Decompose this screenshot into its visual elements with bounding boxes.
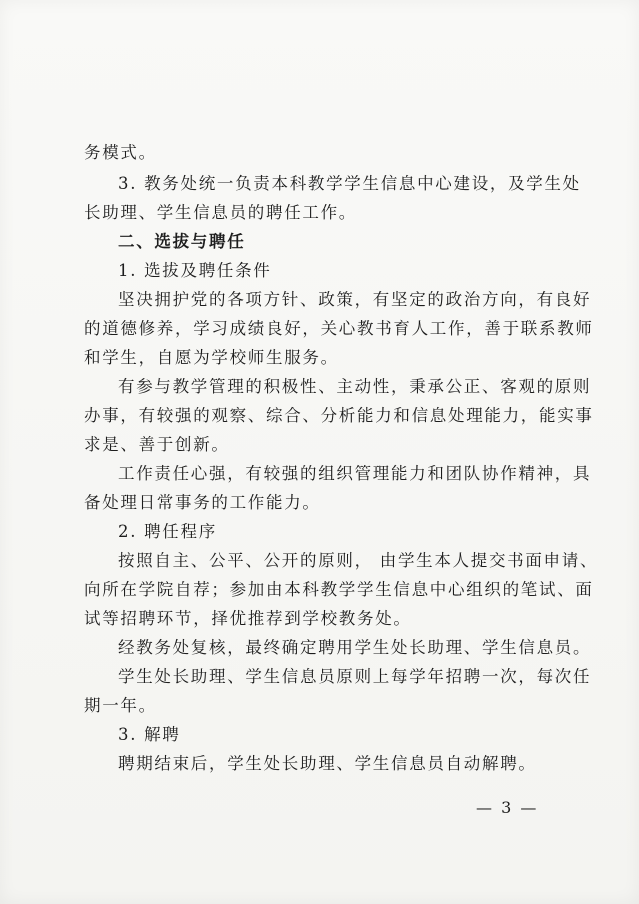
text-line: 按照自主、公平、公开的原则， 由学生本人提交书面申请、 [118, 551, 599, 570]
text-line: 长助理、学生信息员的聘任工作。 [84, 203, 357, 222]
text-line: 有参与教学管理的积极性、主动性，秉承公正、客观的原则 [118, 377, 592, 396]
text-line: 备处理日常事务的工作能力。 [84, 493, 321, 512]
text-line: 求是、善于创新。 [84, 435, 230, 454]
text-line: 的道德修养，学习成绩良好，关心教书育人工作，善于联系教师 [84, 319, 594, 338]
text-line: 期一年。 [84, 696, 157, 715]
text-line: 聘期结束后，学生处长助理、学生信息员自动解聘。 [118, 754, 537, 773]
text-line: 经教务处复核，最终确定聘用学生处长助理、学生信息员。 [118, 638, 592, 657]
subsection-heading: 2. 聘任程序 [118, 522, 217, 541]
text-line: 向所在学院自荐；参加由本科教学学生信息中心组织的笔试、面 [84, 580, 594, 599]
text-line: 和学生，自愿为学校师生服务。 [84, 348, 339, 367]
text-line: 学生处长助理、学生信息员原则上每学年招聘一次，每次任 [118, 667, 592, 686]
text-line: 坚决拥护党的各项方针、政策，有坚定的政治方向，有良好 [118, 290, 592, 309]
text-line: 务模式。 [84, 143, 157, 162]
text-line: 办事，有较强的观察、综合、分析能力和信息处理能力，能实事 [84, 406, 594, 425]
page-number: — 3 — [476, 798, 539, 817]
text-line: 3. 教务处统一负责本科教学学生信息中心建设，及学生处 [118, 174, 581, 193]
subsection-heading: 1. 选拔及聘任条件 [118, 261, 272, 280]
text-line: 工作责任心强，有较强的组织管理能力和团队协作精神，具 [118, 464, 592, 483]
section-heading: 二、选拔与聘任 [118, 232, 246, 251]
text-line: 试等招聘环节，择优推荐到学校教务处。 [84, 609, 412, 628]
subsection-heading: 3. 解聘 [118, 725, 181, 744]
